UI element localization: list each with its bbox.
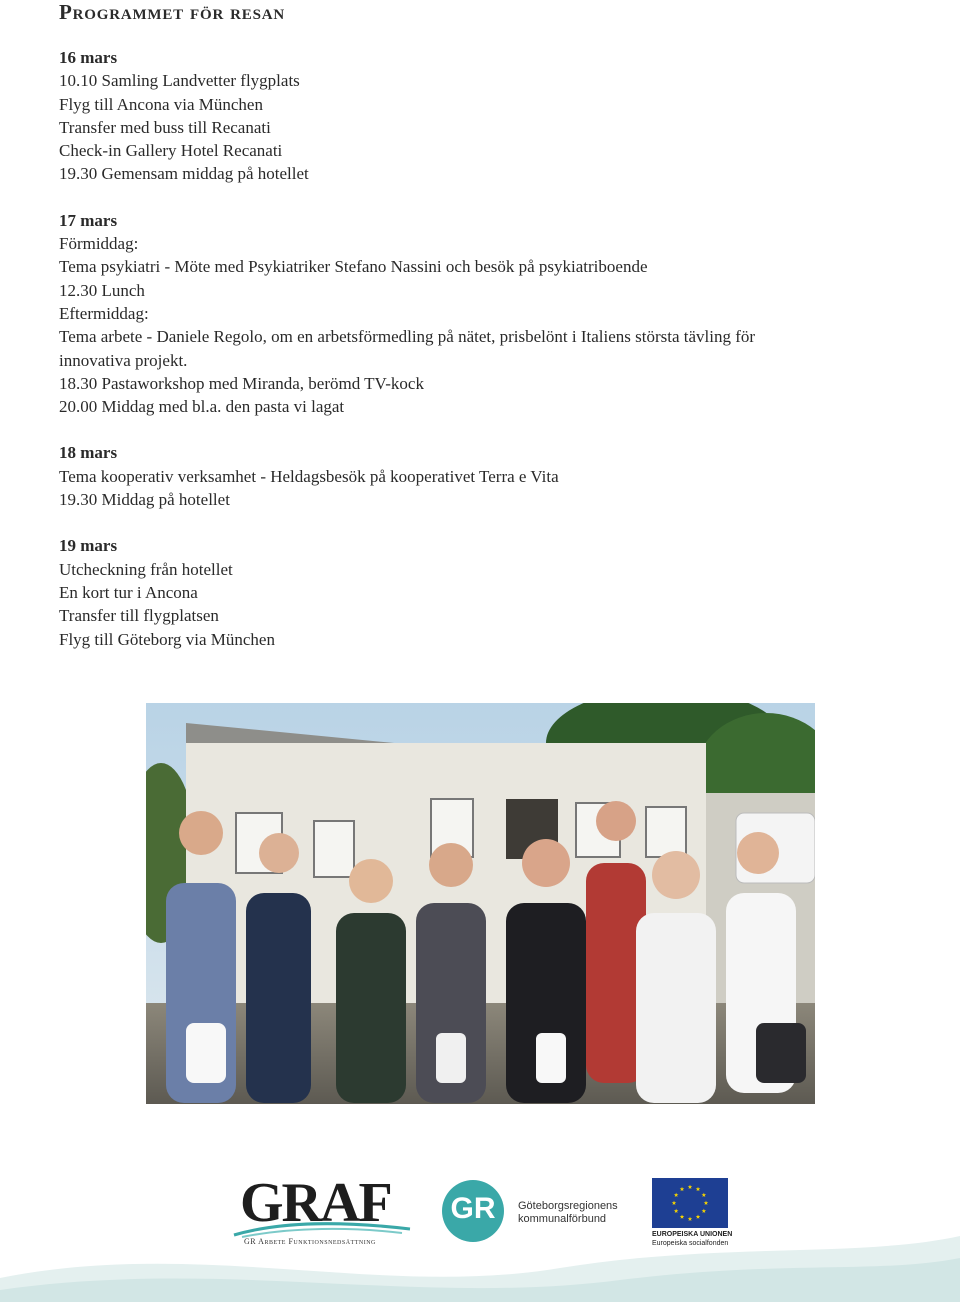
eu-star-icon [688,1217,693,1221]
eu-logo [652,1178,744,1250]
gr-logo-text [518,1200,618,1226]
day-date: 17 mars [59,210,118,230]
eu-star-icon [702,1209,707,1213]
schedule-line: 20.00 Middag med bl.a. den pasta vi lagat [59,397,345,417]
group-photo [146,703,815,1104]
eu-star-icon [696,1214,701,1218]
eu-star-icon [674,1193,679,1197]
eu-star-icon [672,1201,677,1205]
schedule-line: 19.30 Gemensam middag på hotellet [59,164,309,184]
schedule-line: Eftermiddag: [59,303,149,323]
eu-star-icon [696,1187,701,1191]
schedule-line: 10.10 Samling Landvetter flygplats [59,71,300,91]
eu-flag-icon [652,1178,728,1228]
eu-star-icon [688,1185,693,1189]
eu-star-icon [702,1193,707,1197]
gr-line1: Göteborgsregionens [518,1200,618,1212]
schedule-line: Check-in Gallery Hotel Recanati [59,141,283,161]
schedule-line: innovativa projekt. [59,350,188,370]
eu-line2: Europeiska socialfonden [652,1240,729,1247]
day-block [59,46,919,186]
gr-letters: GR [450,1192,496,1225]
schedule-line: Transfer till flygplatsen [59,606,219,626]
gr-logo [442,1180,618,1244]
eu-star-icon [704,1201,709,1205]
schedule-line: En kort tur i Ancona [59,582,198,602]
day-date: 16 mars [59,48,118,67]
graf-swoosh-icon [232,1219,412,1239]
eu-star-icon [680,1214,685,1218]
eu-star-icon [674,1209,679,1213]
schedule-line: Tema kooperativ verksamhet - Heldagsbesök på kooperativet Terra e Vita [59,466,559,486]
page-heading: Programmet för resan [59,0,285,24]
schedule-line: Tema psykiatri - Möte med Psykiatriker Stefano Nassini och besök på psykiatriboende [59,257,648,277]
day-block [59,441,919,511]
gr-line2: kommunalförbund [518,1213,607,1225]
gr-circle-icon [442,1180,504,1242]
schedule-line: 19.30 Middag på hotellet [59,490,230,510]
schedule-line: 18.30 Pastaworkshop med Miranda, berömd TV-kock [59,373,424,393]
graf-logo-subtitle: GR Arbete Funktionsnedsättning [244,1237,376,1246]
schedule-line: Förmiddag: [59,234,139,254]
eu-star-icon [680,1187,685,1191]
graf-logo [232,1172,412,1255]
schedule-line: Tema arbete - Daniele Regolo, om en arbetsförmedling på nätet, prisbelönt i Italiens största tävling för [59,327,756,347]
schedule-line: Transfer med buss till Recanati [59,117,271,137]
day-block [59,209,919,419]
day-block [59,534,919,650]
schedule-line: 12.30 Lunch [59,280,145,300]
day-date: 19 mars [59,536,118,556]
eu-line1: EUROPEISKA UNIONEN [652,1231,733,1238]
program-schedule [59,46,919,674]
graf-logo-word: GRAF [240,1172,391,1234]
schedule-line: Flyg till Göteborg via München [59,629,275,649]
schedule-line: Utcheckning från hotellet [59,559,233,579]
schedule-line: Flyg till Ancona via München [59,94,263,114]
day-date: 18 mars [59,443,118,463]
